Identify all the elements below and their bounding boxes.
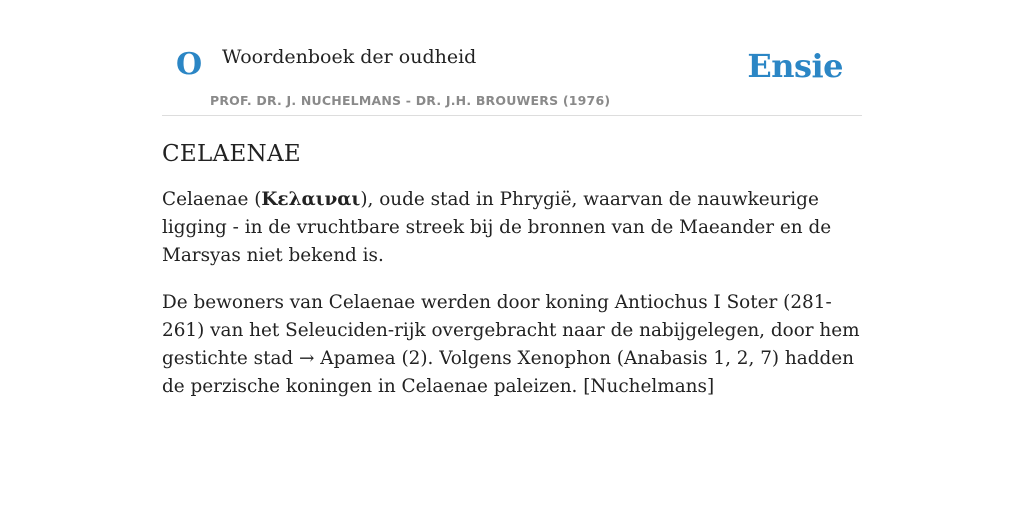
dictionary-header <box>162 0 862 116</box>
entry-paragraph-2 <box>162 289 862 401</box>
paragraph-text: (2). Volgens Xenophon (Anabasis 1, 2, 7) hadden de perzische koningen in Celaenae paleizen. [Nuchelmans] <box>162 347 854 397</box>
letter-index-link[interactable]: O <box>176 47 203 82</box>
book-authors: PROF. DR. J. NUCHELMANS - DR. J.H. BROUWERS (1976) <box>210 93 611 108</box>
entry-title: CELAENAE <box>162 141 301 167</box>
page-content <box>162 0 862 401</box>
paragraph-text: De bewoners van Celaenae werden door koning Antiochus I Soter (281-261) van het Seleuciden-rijk overgebracht naar de nabijgelegen, door hem gestichte stad <box>162 291 860 369</box>
paragraph-text: Celaenae ( <box>162 188 262 210</box>
ensie-logo[interactable]: Ensie <box>747 47 843 85</box>
apamea-link[interactable]: → Apamea <box>299 347 396 369</box>
entry-paragraph-1 <box>162 186 862 270</box>
greek-term: Κελαιναι <box>261 188 361 210</box>
book-title[interactable]: Woordenboek der oudheid <box>222 46 477 68</box>
paragraph-text: ), oude stad in Phrygië, waarvan de nauwkeurige ligging - in de vruchtbare streek bij de bronnen van de Maeander en de Marsyas niet bekend is. <box>162 188 832 266</box>
